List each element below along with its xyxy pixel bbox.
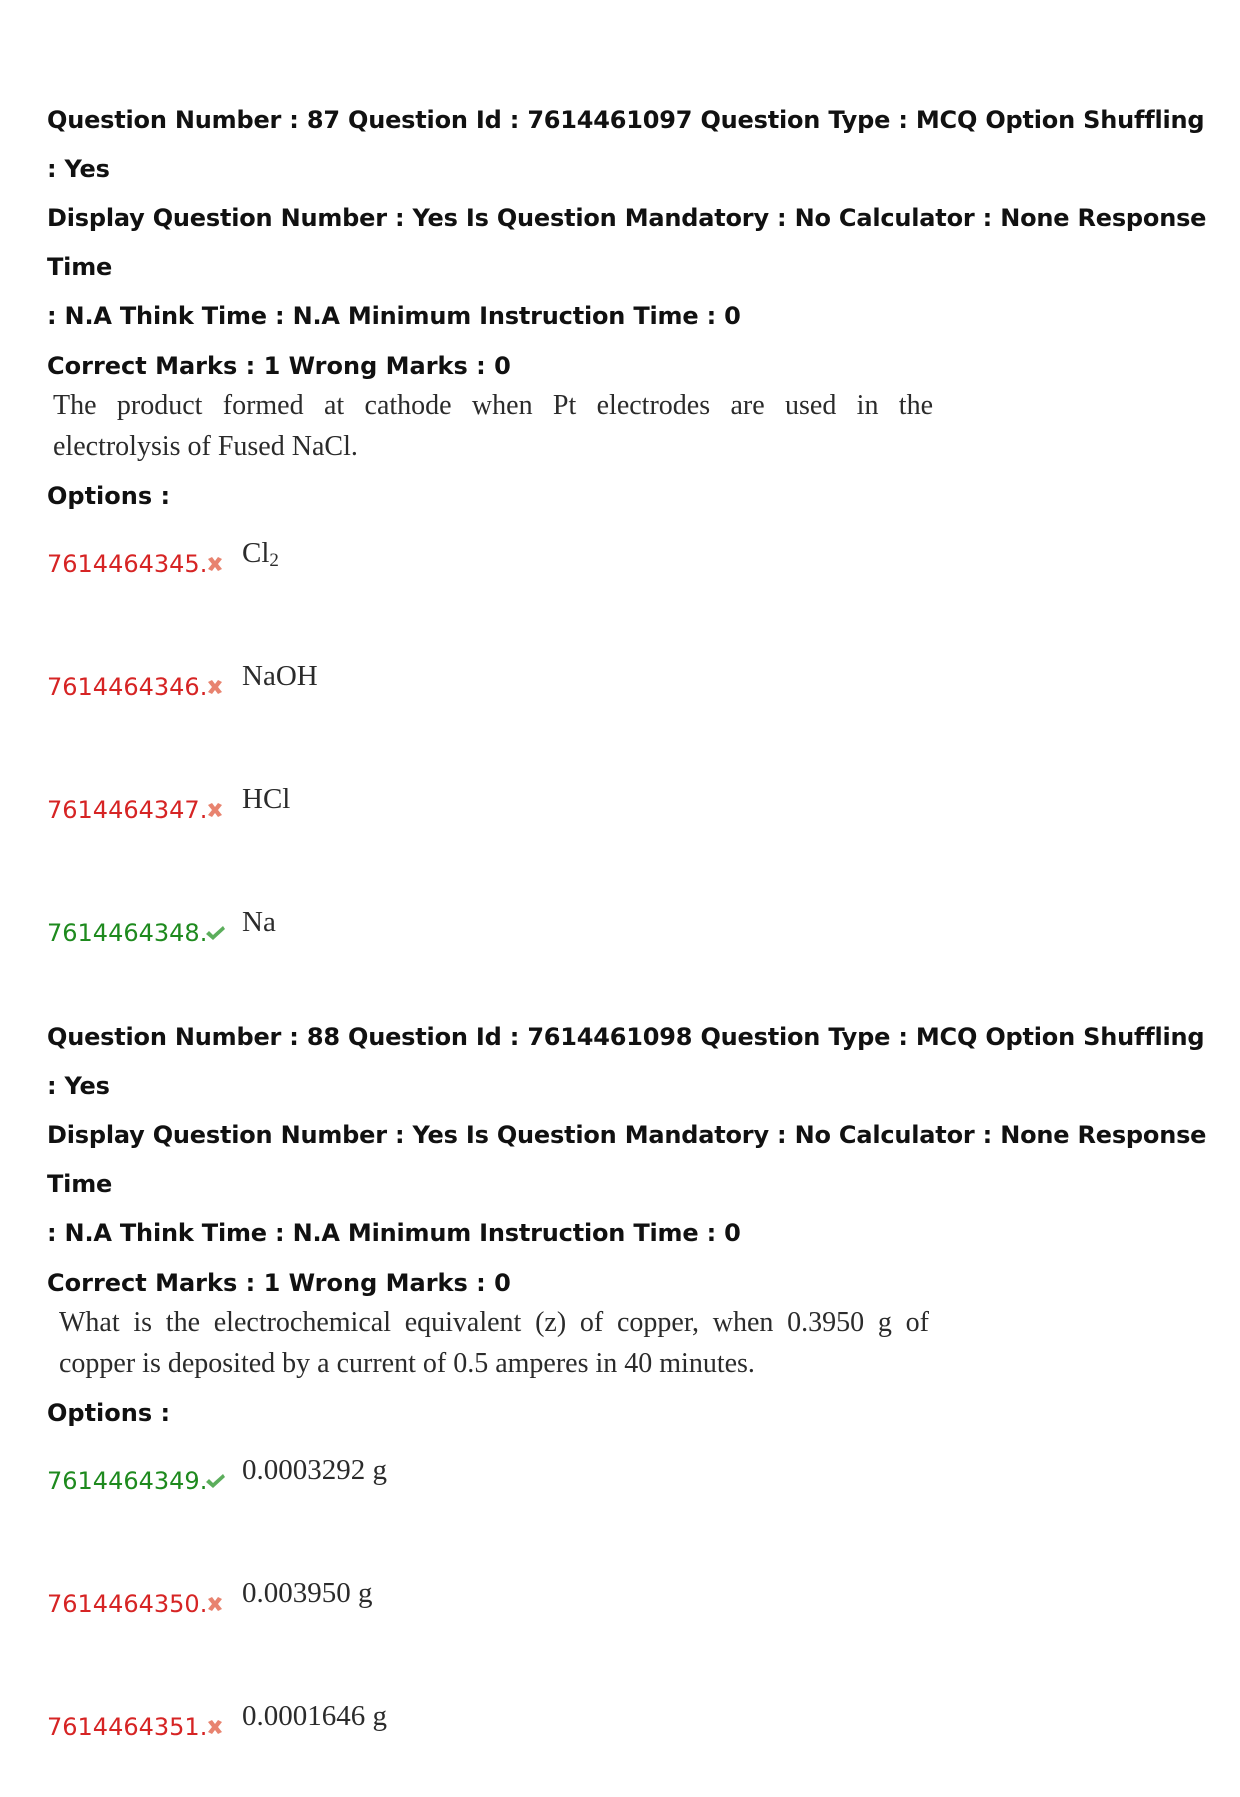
meta-line-2: Display Question Number : Yes Is Question Mandatory : No Calculator : None Response Time: [47, 204, 1207, 281]
option-id: 7614464351.: [47, 1713, 208, 1741]
option-item: [47, 757, 1207, 880]
option-text: HCl: [242, 783, 291, 815]
option-id: 7614464347.: [47, 796, 208, 824]
option-text: 0.0001646 g: [242, 1700, 387, 1732]
marks-line: Correct Marks : 1 Wrong Marks : 0: [47, 1269, 511, 1297]
option-id: 7614464349.: [47, 1467, 208, 1495]
meta-line-1: Question Number : 88 Question Id : 7614461098 Question Type : MCQ Option Shuffling : Yes: [47, 1023, 1205, 1100]
option-text: NaOH: [242, 660, 318, 692]
stem-line-1: What is the electrochemical equivalent (z) of copper, when 0.3950 g of: [59, 1307, 929, 1338]
cross-icon: [204, 1593, 226, 1615]
check-icon: [204, 1470, 226, 1492]
question-meta: [47, 96, 1207, 341]
option-item: [47, 511, 1207, 634]
option-item: [47, 1428, 1207, 1551]
question-87: [47, 96, 1207, 1003]
options-label: Options :: [47, 1399, 171, 1427]
option-text: [242, 535, 279, 571]
option-item: [47, 634, 1207, 757]
stem-line-2: copper is deposited by a current of 0.5 amperes in 40 minutes.: [59, 1348, 755, 1379]
options-label: Options :: [47, 482, 171, 510]
option-id: 7614464346.: [47, 673, 208, 701]
check-icon: [204, 922, 226, 944]
meta-line-2: Display Question Number : Yes Is Question Mandatory : No Calculator : None Response Time: [47, 1121, 1207, 1198]
question-stem: [59, 1302, 929, 1384]
question-meta: [47, 1013, 1207, 1258]
cross-icon: [204, 676, 226, 698]
stem-line-1: The product formed at cathode when Pt electrodes are used in the: [53, 390, 933, 421]
cross-icon: [204, 553, 226, 575]
option-id: 7614464350.: [47, 1590, 208, 1618]
meta-line-3: : N.A Think Time : N.A Minimum Instruction Time : 0: [47, 302, 741, 330]
option-text: 0.003950 g: [242, 1577, 373, 1609]
option-text: Na: [242, 906, 276, 938]
cross-icon: [204, 799, 226, 821]
question-stem: [53, 385, 933, 467]
cross-icon: [204, 1716, 226, 1738]
option-text-sub: 2: [269, 550, 279, 571]
question-88: [47, 1013, 1207, 1797]
marks-line: Correct Marks : 1 Wrong Marks : 0: [47, 352, 511, 380]
option-text-main: Cl: [242, 537, 270, 569]
option-item: [47, 1674, 1207, 1797]
option-id: 7614464345.: [47, 550, 208, 578]
option-id: 7614464348.: [47, 919, 208, 947]
stem-line-2: electrolysis of Fused NaCl.: [53, 431, 358, 462]
meta-line-1: Question Number : 87 Question Id : 7614461097 Question Type : MCQ Option Shuffling : Yes: [47, 106, 1205, 183]
option-item: [47, 1551, 1207, 1674]
option-text: 0.0003292 g: [242, 1454, 387, 1486]
option-item: [47, 880, 1207, 1003]
meta-line-3: : N.A Think Time : N.A Minimum Instruction Time : 0: [47, 1219, 741, 1247]
